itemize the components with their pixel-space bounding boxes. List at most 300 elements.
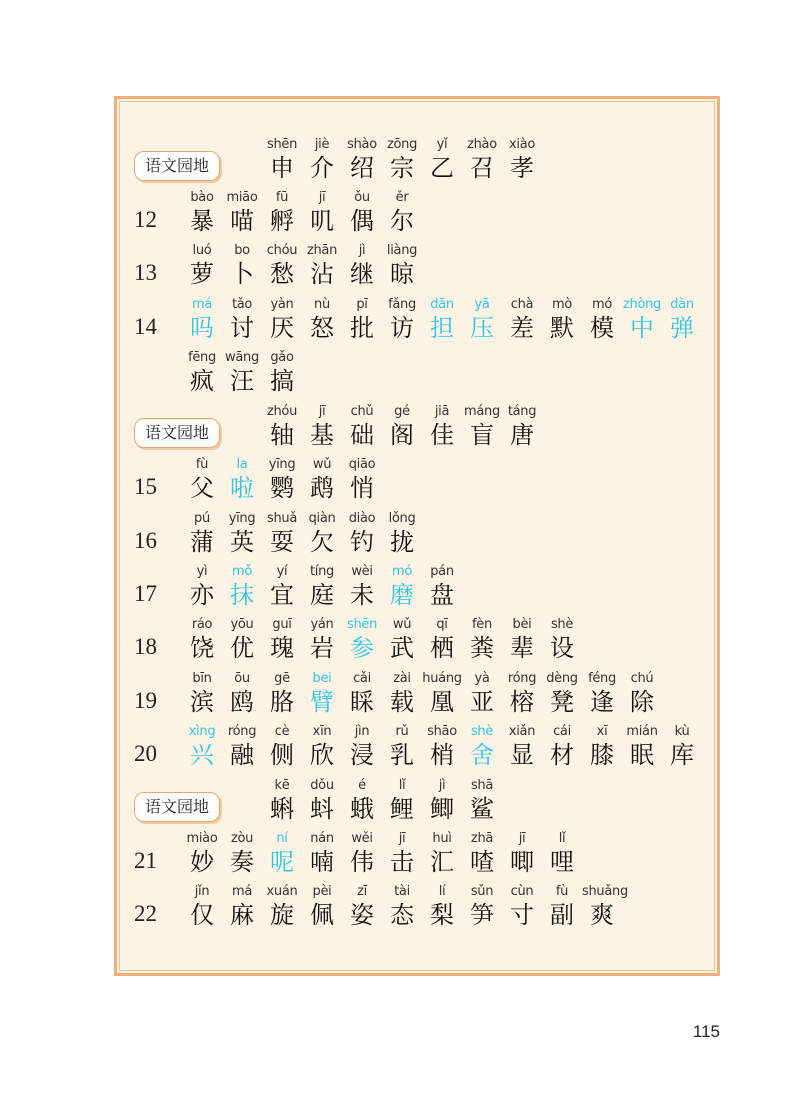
character-cell xyxy=(262,297,302,343)
lesson-number: 14 xyxy=(134,314,157,339)
hanzi: 差 xyxy=(510,314,534,342)
character-cell xyxy=(222,884,262,930)
character-cell xyxy=(542,724,582,770)
hanzi: 压 xyxy=(470,314,494,342)
hanzi: 抹 xyxy=(230,581,254,609)
pinyin: jì xyxy=(358,243,366,258)
pinyin: jiè xyxy=(314,137,330,152)
hanzi: 除 xyxy=(630,688,654,716)
pinyin: yōu xyxy=(230,617,254,632)
character-cell xyxy=(342,511,382,557)
pinyin: kē xyxy=(274,778,290,793)
hanzi: 粪 xyxy=(470,634,494,662)
character-cell xyxy=(422,564,462,610)
character-cell xyxy=(502,724,542,770)
pinyin: pú xyxy=(194,511,210,526)
hanzi: 妙 xyxy=(190,848,214,876)
hanzi: 乙 xyxy=(430,154,454,182)
pinyin: yīng xyxy=(228,511,256,526)
hanzi: 暴 xyxy=(190,207,214,235)
hanzi: 访 xyxy=(390,314,414,342)
character-cell xyxy=(502,297,542,343)
pinyin: féng xyxy=(588,671,616,686)
hanzi: 弹 xyxy=(670,314,694,342)
lesson-number: 16 xyxy=(134,528,157,553)
lesson-number: 13 xyxy=(134,260,157,285)
pinyin: shāo xyxy=(427,724,457,739)
hanzi: 叽 xyxy=(310,207,334,235)
hanzi: 鲤 xyxy=(390,795,414,823)
pinyin: dàn xyxy=(670,297,694,312)
pinyin: liàng xyxy=(386,243,418,258)
character-cell xyxy=(382,831,422,877)
section-row-yuwen-yuandi xyxy=(0,772,800,824)
character-cell xyxy=(502,831,542,877)
character-cell xyxy=(222,671,262,717)
pinyin: zòu xyxy=(230,831,254,846)
hanzi: 喃 xyxy=(310,848,334,876)
character-cell xyxy=(382,243,422,289)
hanzi: 榕 xyxy=(510,688,534,716)
hanzi: 庭 xyxy=(310,581,334,609)
lesson-row xyxy=(0,611,800,663)
pinyin: má xyxy=(191,297,213,312)
pinyin: jǐn xyxy=(194,884,210,899)
character-cell xyxy=(382,137,422,183)
hanzi: 舍 xyxy=(470,741,494,769)
character-cell xyxy=(382,778,422,824)
hanzi: 旋 xyxy=(270,901,294,929)
hanzi: 梢 xyxy=(430,741,454,769)
pinyin: bo xyxy=(234,243,250,258)
lesson-row xyxy=(0,558,800,610)
pinyin: jìn xyxy=(354,724,370,739)
pinyin: nù xyxy=(314,297,330,312)
pinyin: diào xyxy=(348,511,376,526)
character-cell xyxy=(262,243,302,289)
hanzi: 载 xyxy=(390,688,414,716)
character-cell xyxy=(342,243,382,289)
pinyin: jī xyxy=(318,404,326,419)
pinyin: bīn xyxy=(192,671,212,686)
character-cell xyxy=(502,617,542,663)
character-cell xyxy=(302,297,342,343)
character-cell xyxy=(542,297,582,343)
hanzi: 讨 xyxy=(230,314,254,342)
character-cell xyxy=(222,831,262,877)
pinyin: xìng xyxy=(188,724,216,739)
pinyin: wěi xyxy=(351,831,373,846)
character-cell xyxy=(302,564,342,610)
pinyin: pèi xyxy=(312,884,332,899)
polyphonic-character-cell xyxy=(342,617,382,663)
pinyin: gǎo xyxy=(270,350,294,365)
pinyin: bei xyxy=(312,671,332,686)
character-cell xyxy=(222,297,262,343)
hanzi: 副 xyxy=(550,901,574,929)
hanzi: 库 xyxy=(670,741,694,769)
pinyin: xuán xyxy=(266,884,298,899)
hanzi: 卜 xyxy=(230,260,254,288)
character-cell xyxy=(542,884,582,930)
lesson-number: 21 xyxy=(134,848,157,873)
pinyin: má xyxy=(231,884,253,899)
section-badge: 语文园地 xyxy=(134,151,220,181)
character-cell xyxy=(422,137,462,183)
hanzi: 啦 xyxy=(230,474,254,502)
hanzi: 汇 xyxy=(430,848,454,876)
character-cell xyxy=(302,190,342,236)
hanzi: 爽 xyxy=(590,901,614,929)
hanzi: 姿 xyxy=(350,901,374,929)
hanzi: 瑰 xyxy=(270,634,294,662)
hanzi: 眠 xyxy=(630,741,654,769)
character-cell xyxy=(662,724,702,770)
pinyin: ráo xyxy=(191,617,213,632)
character-cell xyxy=(342,564,382,610)
hanzi: 萝 xyxy=(190,260,214,288)
hanzi: 盲 xyxy=(470,421,494,449)
character-cell xyxy=(382,884,422,930)
hanzi: 参 xyxy=(350,634,374,662)
pinyin: lǒng xyxy=(388,511,416,526)
character-cell xyxy=(502,884,542,930)
pinyin: xīn xyxy=(312,724,332,739)
pinyin: dān xyxy=(430,297,454,312)
hanzi: 尔 xyxy=(390,207,414,235)
hanzi: 鹉 xyxy=(310,474,334,502)
pinyin: dǒu xyxy=(310,778,334,793)
pinyin: shuǎng xyxy=(582,884,628,899)
lesson-number: 22 xyxy=(134,901,157,926)
hanzi: 钓 xyxy=(350,528,374,556)
polyphonic-character-cell xyxy=(262,831,302,877)
character-cell xyxy=(542,617,582,663)
character-cell xyxy=(422,831,462,877)
hanzi: 臂 xyxy=(310,688,334,716)
pinyin: zhān xyxy=(306,243,338,258)
hanzi: 担 xyxy=(430,314,454,342)
character-cell xyxy=(302,778,342,824)
lesson-row xyxy=(0,184,800,236)
pinyin: bào xyxy=(190,190,214,205)
pinyin: tǎo xyxy=(231,297,253,312)
character-cell xyxy=(462,137,502,183)
character-cell xyxy=(302,243,342,289)
hanzi: 批 xyxy=(350,314,374,342)
pinyin: rǔ xyxy=(395,724,409,739)
hanzi: 沾 xyxy=(310,260,334,288)
character-cell xyxy=(262,404,302,450)
pinyin: wǔ xyxy=(312,457,332,472)
pinyin: fēng xyxy=(188,350,216,365)
lesson-number: 12 xyxy=(134,207,157,232)
hanzi: 侧 xyxy=(270,741,294,769)
pinyin: miāo xyxy=(226,190,258,205)
character-cell xyxy=(302,511,342,557)
hanzi: 浸 xyxy=(350,741,374,769)
hanzi: 父 xyxy=(190,474,214,502)
hanzi: 亚 xyxy=(470,688,494,716)
pinyin: kù xyxy=(674,724,690,739)
hanzi: 晾 xyxy=(390,260,414,288)
pinyin: huì xyxy=(432,831,452,846)
hanzi: 鲨 xyxy=(470,795,494,823)
pinyin: chǔ xyxy=(350,404,374,419)
hanzi: 申 xyxy=(270,154,294,182)
pinyin: zài xyxy=(393,671,411,686)
pinyin: shēn xyxy=(266,137,298,152)
character-cell xyxy=(502,137,542,183)
character-cell xyxy=(222,617,262,663)
hanzi: 寸 xyxy=(510,901,534,929)
character-cell xyxy=(262,724,302,770)
hanzi: 蚪 xyxy=(310,795,334,823)
pinyin: fū xyxy=(275,190,289,205)
polyphonic-character-cell xyxy=(462,297,502,343)
hanzi: 优 xyxy=(230,634,254,662)
character-cell xyxy=(222,511,262,557)
hanzi: 显 xyxy=(510,741,534,769)
character-cell xyxy=(302,404,342,450)
pinyin: ěr xyxy=(395,190,409,205)
character-cell xyxy=(422,617,462,663)
pinyin: mó xyxy=(391,564,413,579)
pinyin: qī xyxy=(436,617,448,632)
hanzi: 膝 xyxy=(590,741,614,769)
pinyin: yīng xyxy=(268,457,296,472)
hanzi: 汪 xyxy=(230,367,254,395)
section-badge: 语文园地 xyxy=(134,418,220,448)
pinyin: qiàn xyxy=(308,511,336,526)
hanzi: 孝 xyxy=(510,154,534,182)
character-cell xyxy=(302,457,342,503)
pinyin: lǐ xyxy=(558,831,566,846)
pinyin: xiào xyxy=(508,137,536,152)
hanzi: 轴 xyxy=(270,421,294,449)
hanzi: 未 xyxy=(350,581,374,609)
character-cell xyxy=(262,511,302,557)
hanzi: 哩 xyxy=(550,848,574,876)
character-cell xyxy=(182,511,222,557)
character-cell xyxy=(182,350,222,396)
lesson-number: 17 xyxy=(134,581,157,606)
character-cell xyxy=(422,671,462,717)
character-cell xyxy=(382,617,422,663)
polyphonic-character-cell xyxy=(622,297,662,343)
hanzi: 孵 xyxy=(270,207,294,235)
pinyin: dèng xyxy=(546,671,578,686)
section-row-yuwen-yuandi xyxy=(0,131,800,183)
hanzi: 愁 xyxy=(270,260,294,288)
hanzi: 英 xyxy=(230,528,254,556)
lesson-number: 18 xyxy=(134,634,157,659)
pinyin: zī xyxy=(357,884,367,899)
lesson-row xyxy=(0,291,800,343)
hanzi: 中 xyxy=(630,314,654,342)
hanzi: 喵 xyxy=(230,207,254,235)
pinyin: gē xyxy=(274,671,290,686)
hanzi: 搞 xyxy=(270,367,294,395)
character-cell xyxy=(262,778,302,824)
hanzi: 怒 xyxy=(310,314,334,342)
pinyin: lí xyxy=(438,884,446,899)
hanzi: 欣 xyxy=(310,741,334,769)
character-cell xyxy=(342,137,382,183)
hanzi: 凰 xyxy=(430,688,454,716)
pinyin: wāng xyxy=(225,350,259,365)
pinyin: yǐ xyxy=(436,137,448,152)
lesson-row xyxy=(0,878,800,930)
pinyin: yán xyxy=(310,617,334,632)
character-cell xyxy=(582,671,622,717)
hanzi: 召 xyxy=(470,154,494,182)
hanzi: 辈 xyxy=(510,634,534,662)
pinyin: gé xyxy=(394,404,410,419)
lesson-row xyxy=(0,825,800,877)
pinyin: fèn xyxy=(472,617,492,632)
pinyin: ǒu xyxy=(354,190,370,205)
pinyin: bèi xyxy=(512,617,532,632)
character-cell xyxy=(222,724,262,770)
character-cell xyxy=(262,564,302,610)
pinyin: wǔ xyxy=(392,617,412,632)
character-cell xyxy=(302,831,342,877)
character-cell xyxy=(342,457,382,503)
character-cell xyxy=(382,511,422,557)
pinyin: cè xyxy=(274,724,290,739)
pinyin: cái xyxy=(553,724,571,739)
pinyin: sǔn xyxy=(470,884,494,899)
hanzi: 胳 xyxy=(270,688,294,716)
character-cell xyxy=(382,671,422,717)
pinyin: yā xyxy=(474,297,490,312)
character-cell xyxy=(582,724,622,770)
character-cell xyxy=(262,617,302,663)
lesson-number: 15 xyxy=(134,474,157,499)
character-cell xyxy=(342,404,382,450)
hanzi: 蝌 xyxy=(270,795,294,823)
page-number: 115 xyxy=(692,1022,720,1041)
character-cell xyxy=(502,671,542,717)
pinyin: mián xyxy=(626,724,658,739)
pinyin: shā xyxy=(470,778,494,793)
pinyin: mò xyxy=(551,297,573,312)
character-cell xyxy=(182,564,222,610)
pinyin: chóu xyxy=(266,243,298,258)
pinyin: jī xyxy=(398,831,406,846)
pinyin: fǎng xyxy=(388,297,416,312)
pinyin: zōng xyxy=(386,137,418,152)
character-cell xyxy=(182,190,222,236)
hanzi: 偶 xyxy=(350,207,374,235)
character-cell xyxy=(582,297,622,343)
hanzi: 吗 xyxy=(190,314,214,342)
character-cell xyxy=(302,137,342,183)
pinyin: pī xyxy=(356,297,368,312)
character-cell xyxy=(462,404,502,450)
pinyin: shè xyxy=(470,724,494,739)
hanzi: 呢 xyxy=(270,848,294,876)
polyphonic-character-cell xyxy=(462,724,502,770)
character-cell xyxy=(222,243,262,289)
lesson-row xyxy=(0,665,800,717)
character-cell xyxy=(422,884,462,930)
polyphonic-character-cell xyxy=(222,564,262,610)
hanzi: 兴 xyxy=(190,741,214,769)
hanzi: 梨 xyxy=(430,901,454,929)
hanzi: 栖 xyxy=(430,634,454,662)
hanzi: 蛾 xyxy=(350,795,374,823)
polyphonic-character-cell xyxy=(182,297,222,343)
hanzi: 鹦 xyxy=(270,474,294,502)
character-cell xyxy=(502,404,542,450)
polyphonic-character-cell xyxy=(182,724,222,770)
hanzi: 盘 xyxy=(430,581,454,609)
pinyin: mó xyxy=(591,297,613,312)
pinyin: shè xyxy=(550,617,574,632)
pinyin: jī xyxy=(518,831,526,846)
hanzi: 滨 xyxy=(190,688,214,716)
pinyin: zhào xyxy=(467,137,497,152)
character-cell xyxy=(382,724,422,770)
character-cell xyxy=(382,190,422,236)
pinyin: yà xyxy=(474,671,490,686)
pinyin: la xyxy=(236,457,248,472)
pinyin: zhóu xyxy=(266,404,298,419)
hanzi: 蒲 xyxy=(190,528,214,556)
pinyin: chà xyxy=(510,297,534,312)
character-cell xyxy=(262,671,302,717)
hanzi: 础 xyxy=(350,421,374,449)
pinyin: huáng xyxy=(422,671,462,686)
pinyin: róng xyxy=(507,671,537,686)
hanzi: 基 xyxy=(310,421,334,449)
pinyin: ní xyxy=(276,831,288,846)
pinyin: ōu xyxy=(234,671,250,686)
lesson-number: 19 xyxy=(134,688,157,713)
pinyin: táng xyxy=(507,404,537,419)
hanzi: 宗 xyxy=(390,154,414,182)
hanzi: 融 xyxy=(230,741,254,769)
hanzi: 阁 xyxy=(390,421,414,449)
hanzi: 继 xyxy=(350,260,374,288)
character-cell xyxy=(462,778,502,824)
hanzi: 模 xyxy=(590,314,614,342)
hanzi: 拢 xyxy=(390,528,414,556)
hanzi: 武 xyxy=(390,634,414,662)
pinyin: miào xyxy=(186,831,218,846)
character-cell xyxy=(262,137,302,183)
character-cell xyxy=(182,831,222,877)
pinyin: nán xyxy=(310,831,334,846)
hanzi: 疯 xyxy=(190,367,214,395)
character-cell xyxy=(542,831,582,877)
character-cell xyxy=(582,884,628,930)
pinyin: é xyxy=(358,778,366,793)
pinyin: wèi xyxy=(351,564,373,579)
hanzi: 仅 xyxy=(190,901,214,929)
character-cell xyxy=(302,884,342,930)
pinyin: qiāo xyxy=(348,457,376,472)
pinyin: guī xyxy=(272,617,292,632)
hanzi: 击 xyxy=(390,848,414,876)
hanzi: 凳 xyxy=(550,688,574,716)
pinyin: jì xyxy=(438,778,446,793)
section-badge: 语文园地 xyxy=(134,792,220,822)
character-cell xyxy=(622,724,662,770)
hanzi: 设 xyxy=(550,634,574,662)
